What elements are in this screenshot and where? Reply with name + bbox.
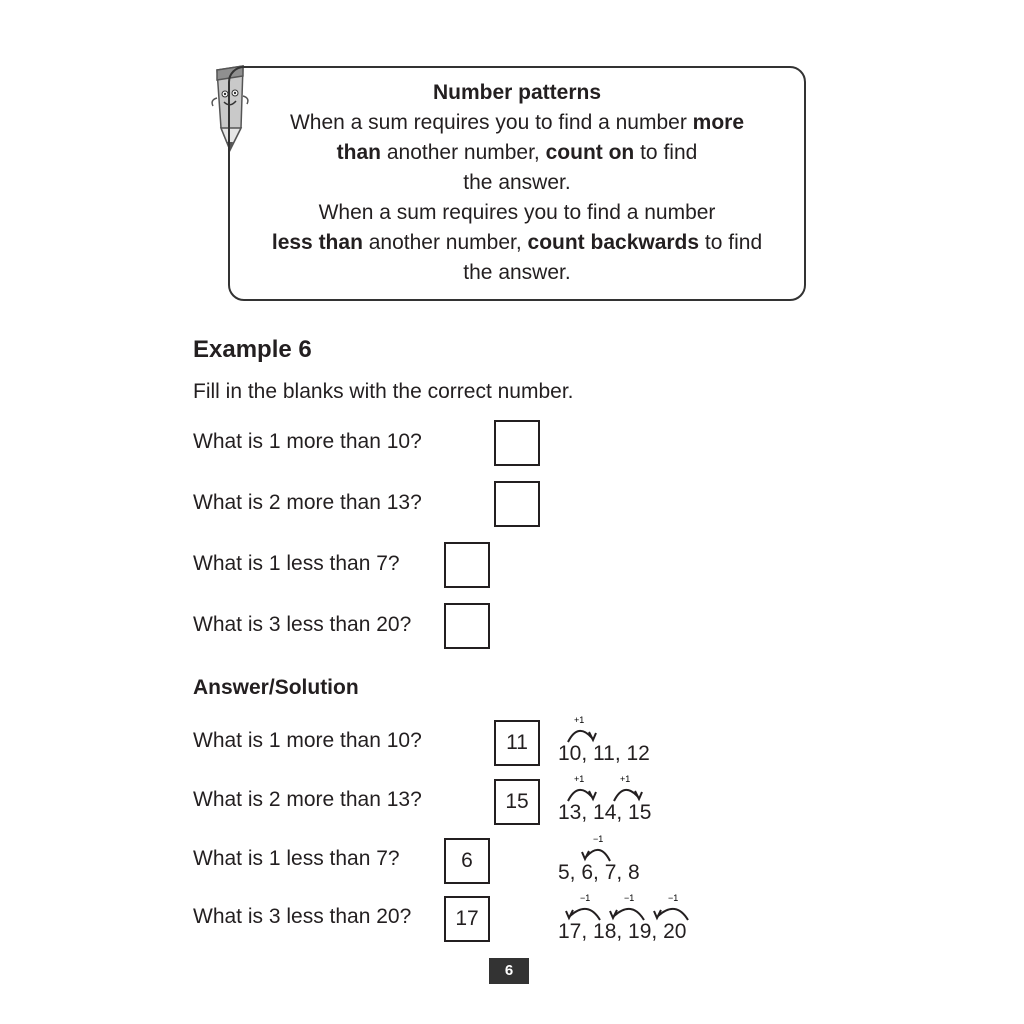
- count-back-arrow-icon: [578, 833, 618, 863]
- page-number: 6: [489, 958, 529, 984]
- count-sequence: 10, 11, 12: [558, 742, 650, 765]
- tip-bold: than: [336, 141, 381, 164]
- tip-text: When a sum requires you to find a number: [289, 111, 693, 134]
- count-sequence: 13, 14, 15: [558, 801, 652, 824]
- answer-value-box: 17: [444, 896, 490, 942]
- arc-label: +1: [574, 715, 585, 725]
- arc-label: −1: [624, 893, 635, 903]
- answer-value-box: 15: [494, 779, 540, 825]
- tip-line-1: [230, 108, 804, 138]
- arc-label: +1: [620, 774, 631, 784]
- arc-label: −1: [580, 893, 591, 903]
- tip-line-5: [230, 228, 804, 258]
- tip-line-6: the answer.: [463, 261, 571, 284]
- answer-question: What is 2 more than 13?: [193, 788, 422, 811]
- example-question: What is 2 more than 13?: [193, 491, 422, 514]
- example-heading: Example 6: [193, 336, 312, 363]
- tip-line-4: When a sum requires you to find a number: [318, 201, 716, 224]
- count-on-arrow-icon: [606, 773, 656, 803]
- tip-text: to find: [699, 231, 763, 254]
- tip-title: Number patterns: [432, 81, 602, 104]
- tip-line-2: [230, 138, 804, 168]
- tip-bold: count on: [545, 141, 635, 164]
- arc-label: −1: [593, 834, 604, 844]
- count-back-arrow-icon: [562, 892, 608, 922]
- example-question: What is 3 less than 20?: [193, 613, 412, 636]
- arc-label: −1: [668, 893, 679, 903]
- count-sequence: 17, 18, 19, 20: [558, 920, 687, 943]
- tip-text: to find: [634, 141, 698, 164]
- answer-blank-box[interactable]: [494, 420, 540, 466]
- answer-heading: Answer/Solution: [193, 676, 359, 699]
- answer-value-box: 11: [494, 720, 540, 766]
- answer-value-box: 6: [444, 838, 490, 884]
- answer-question: What is 1 less than 7?: [193, 847, 400, 870]
- count-sequence: 5, 6, 7, 8: [558, 861, 640, 884]
- example-question: What is 1 more than 10?: [193, 430, 422, 453]
- example-instruction: Fill in the blanks with the correct number.: [193, 380, 574, 403]
- tip-bold: more: [692, 111, 745, 134]
- number-patterns-tip-box: [228, 66, 806, 301]
- tip-bold: less than: [271, 231, 363, 254]
- tip-text: another number,: [381, 141, 546, 164]
- tip-bold: count backwards: [527, 231, 700, 254]
- tip-line-3: the answer.: [463, 171, 571, 194]
- answer-blank-box[interactable]: [444, 542, 490, 588]
- answer-question: What is 1 more than 10?: [193, 729, 422, 752]
- count-back-arrow-icon: [606, 892, 652, 922]
- answer-blank-box[interactable]: [444, 603, 490, 649]
- example-question: What is 1 less than 7?: [193, 552, 400, 575]
- tip-text: another number,: [362, 231, 528, 254]
- count-on-arrow-icon: [560, 773, 610, 803]
- count-back-arrow-icon: [650, 892, 696, 922]
- count-on-arrow-icon: [560, 714, 610, 744]
- arc-label: +1: [574, 774, 585, 784]
- answer-blank-box[interactable]: [494, 481, 540, 527]
- answer-question: What is 3 less than 20?: [193, 905, 412, 928]
